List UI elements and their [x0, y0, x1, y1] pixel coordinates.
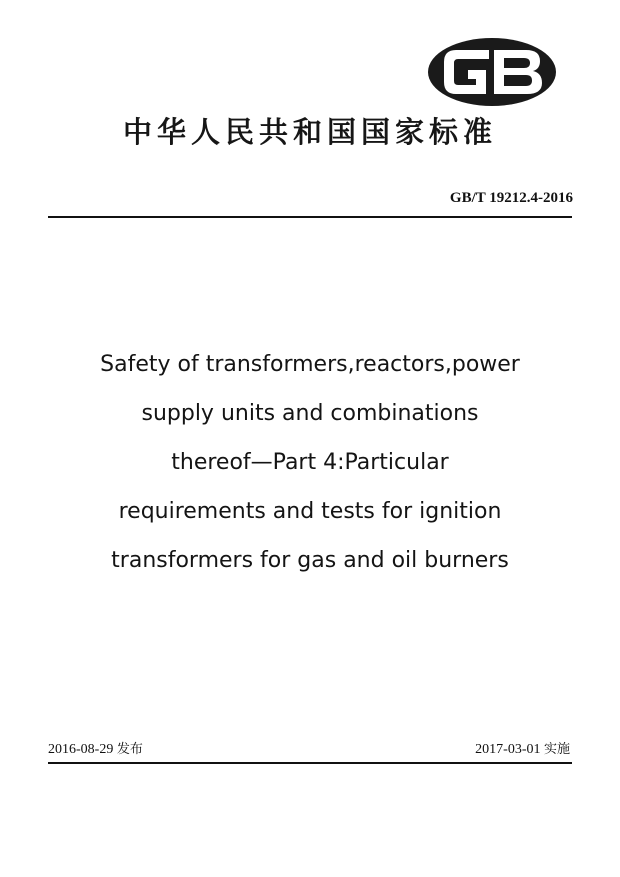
effective-date-block	[475, 741, 570, 759]
title-line: thereof—Part 4:Particular	[171, 450, 449, 475]
title-line: requirements and tests for ignition	[118, 499, 502, 524]
footer-divider	[48, 762, 572, 764]
issue-date-block	[48, 741, 143, 759]
issue-label: 发布	[116, 742, 143, 757]
effective-label: 实施	[543, 742, 570, 757]
title-line: Safety of transformers,reactors,power	[100, 352, 520, 377]
header-divider	[48, 216, 572, 218]
title-line: transformers for gas and oil burners	[111, 548, 509, 573]
effective-date: 2017-03-01	[475, 742, 541, 757]
standard-code: GB/T 19212.4-2016	[449, 190, 573, 206]
gb-logo-icon	[426, 36, 558, 108]
issuing-authority: 中华人民共和国国家标准	[122, 115, 497, 149]
document-title	[40, 340, 580, 585]
issue-date: 2016-08-29	[48, 742, 114, 757]
title-line: supply units and combinations	[141, 401, 479, 426]
